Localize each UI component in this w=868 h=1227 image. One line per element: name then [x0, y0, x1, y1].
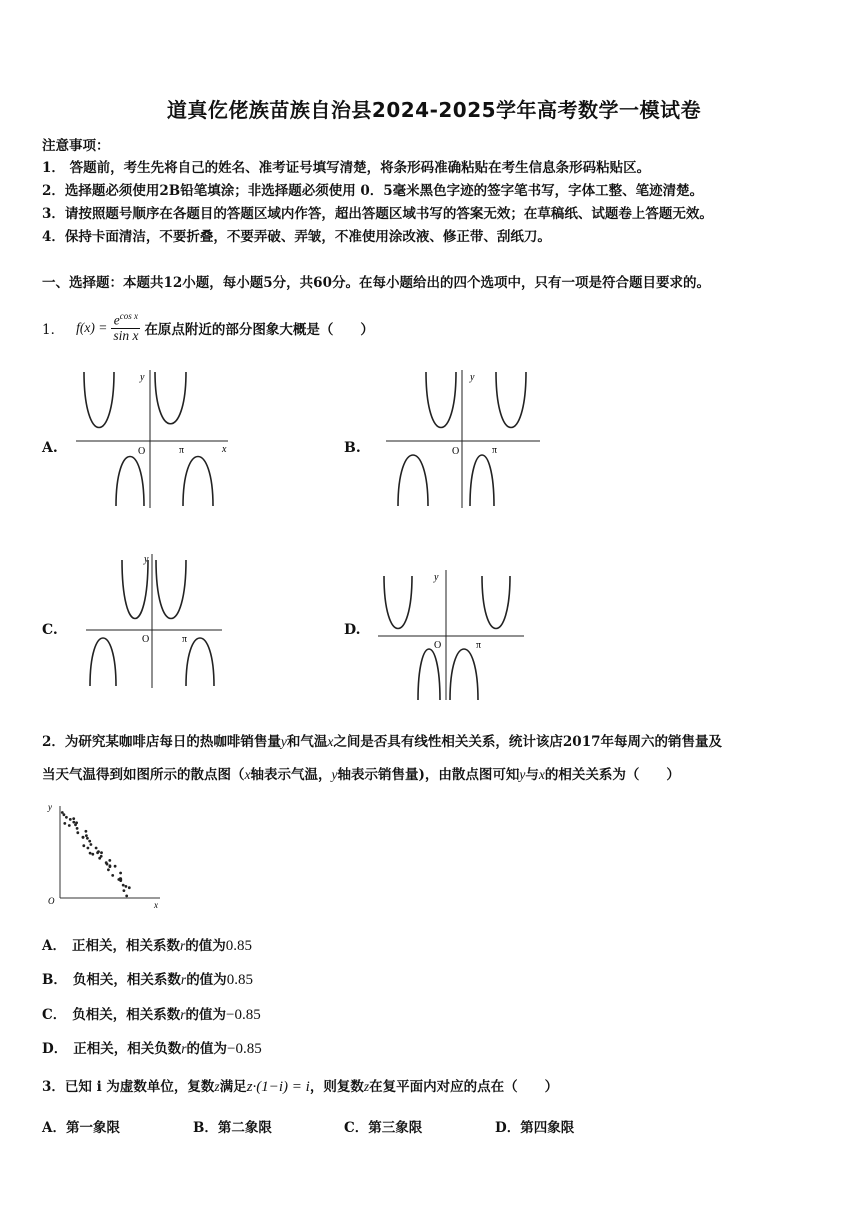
- scatter-point: [85, 830, 88, 833]
- q1-graph-a: [76, 366, 236, 508]
- scatter-point: [122, 884, 125, 887]
- q1-option-a-label: A.: [42, 440, 58, 456]
- q3-option-b: B．第二象限: [193, 1120, 272, 1136]
- q2-option-c: C． 负相关，相关系数r的值为−0.85: [42, 1007, 261, 1023]
- scatter-point: [90, 843, 93, 846]
- scatter-point: [63, 822, 66, 825]
- graph-a-pi: π: [179, 445, 185, 456]
- q3-option-d: D．第四象限: [495, 1120, 575, 1136]
- q3-option-c: C．第三象限: [344, 1120, 423, 1136]
- q1-denominator: sin x: [113, 328, 139, 344]
- q3-option-a: A．第一象限: [42, 1120, 120, 1136]
- scatter-point: [86, 837, 89, 840]
- scatter-point: [95, 847, 98, 850]
- page-title: 道真仡佬族苗族自治县2024-2025学年高考数学一模试卷: [166, 98, 702, 122]
- scatter-point: [125, 895, 128, 898]
- q1-graph-c: [86, 550, 226, 690]
- scatter-point: [107, 868, 110, 871]
- graph-c-origin: O: [142, 634, 150, 645]
- graph-a-x-label: x: [222, 444, 227, 455]
- scatter-point: [82, 844, 85, 847]
- scatter-point: [88, 840, 91, 843]
- scatter-point: [87, 847, 90, 850]
- question-1: [42, 308, 374, 348]
- scatter-point: [96, 851, 99, 854]
- scatter-point: [85, 834, 88, 837]
- graph-b-origin: O: [452, 446, 460, 457]
- scatter-point: [123, 889, 126, 892]
- scatter-origin: O: [48, 896, 55, 906]
- scatter-point: [89, 852, 92, 855]
- section-heading: 一、选择题：本题共12小题，每小题5分，共60分。在每小题给出的四个选项中，只有一项是符合题目要求的。: [42, 275, 710, 291]
- scatter-point: [125, 885, 128, 888]
- notice-item-3: 3．请按照题号顺序在各题目的答题区域内作答，超出答题区域书写的答案无效；在草稿纸、试题卷上答题无效。: [42, 206, 713, 222]
- q1-option-c-label: C.: [42, 622, 58, 638]
- q2-scatter-plot: [46, 800, 166, 910]
- scatter-point: [119, 872, 122, 875]
- scatter-point: [111, 874, 114, 877]
- scatter-point: [76, 827, 79, 830]
- scatter-point: [61, 811, 64, 814]
- scatter-point: [72, 821, 75, 824]
- graph-c-pi: π: [182, 634, 188, 645]
- graph-d-y-label: y: [434, 572, 439, 583]
- graph-c-y-label: y: [144, 554, 149, 565]
- scatter-point: [91, 853, 94, 856]
- graph-a-origin: O: [138, 446, 146, 457]
- graph-d-pi: π: [476, 640, 482, 651]
- notice-item-4: 4．保持卡面清洁，不要折叠，不要弄破、弄皱，不准使用涂改液、修正带、刮纸刀。: [42, 229, 551, 245]
- q2-option-d: D． 正相关，相关负数r的值为−0.85: [42, 1041, 262, 1057]
- q1-option-d-label: D.: [344, 622, 361, 638]
- q1-fraction: [111, 312, 140, 344]
- q1-text: 在原点附近的部分图象大概是（ ）: [144, 322, 374, 338]
- scatter-point: [108, 859, 111, 862]
- scatter-y-label: y: [48, 802, 52, 812]
- scatter-point: [65, 816, 68, 819]
- scatter-point: [106, 863, 109, 866]
- scatter-point: [82, 836, 85, 839]
- notice-item-1: 1． 答题前，考生先将自己的姓名、准考证号填写清楚，将条形码准确粘贴在考生信息条形码粘贴区。: [42, 160, 651, 176]
- scatter-point: [128, 886, 131, 889]
- graph-a-y-label: y: [140, 372, 145, 383]
- question-2-line-1: 2．为研究某咖啡店每日的热咖啡销售量y和气温x之间是否具有线性相关关系，统计该店2017年每周六的销售量及: [42, 734, 722, 750]
- graph-b-pi: π: [492, 445, 498, 456]
- scatter-point: [109, 864, 112, 867]
- scatter-point: [114, 865, 117, 868]
- notice-heading: 注意事项：: [42, 138, 110, 154]
- q1-graph-d: [378, 566, 528, 702]
- q2-option-b: B． 负相关，相关系数r的值为0.85: [42, 972, 253, 988]
- q1-option-b-label: B.: [344, 440, 361, 456]
- q1-numerator: $e^{cos x}$: [111, 312, 140, 329]
- graph-b-y-label: y: [470, 372, 475, 383]
- q1-graph-b: [386, 366, 546, 508]
- scatter-point: [98, 857, 101, 860]
- question-2-line-2: 当天气温得到如图所示的散点图（x轴表示气温，y轴表示销售量)，由散点图可知y与x的相关关系为（ ）: [42, 767, 680, 783]
- q1-number: 1．: [42, 322, 65, 338]
- scatter-point: [68, 824, 71, 827]
- scatter-x-label: x: [154, 900, 158, 910]
- graph-d-origin: O: [434, 640, 442, 651]
- scatter-point: [72, 817, 75, 820]
- scatter-point: [74, 823, 77, 826]
- scatter-point: [100, 851, 103, 854]
- q1-fx: f(x) =: [76, 320, 108, 335]
- scatter-point: [69, 818, 72, 821]
- scatter-point: [76, 831, 79, 834]
- q2-option-a: A． 正相关，相关系数r的值为0.85: [42, 938, 252, 954]
- scatter-point: [119, 879, 122, 882]
- notice-item-2: 2．选择题必须使用2B铅笔填涂；非选择题必须使用 0．5毫米黑色字迹的签字笔书写，字体工整、笔迹清楚。: [42, 183, 704, 199]
- question-3: 3．已知 i 为虚数单位，复数z满足z·(1−i) = i，则复数z在复平面内对应的点在（ ）: [42, 1079, 559, 1095]
